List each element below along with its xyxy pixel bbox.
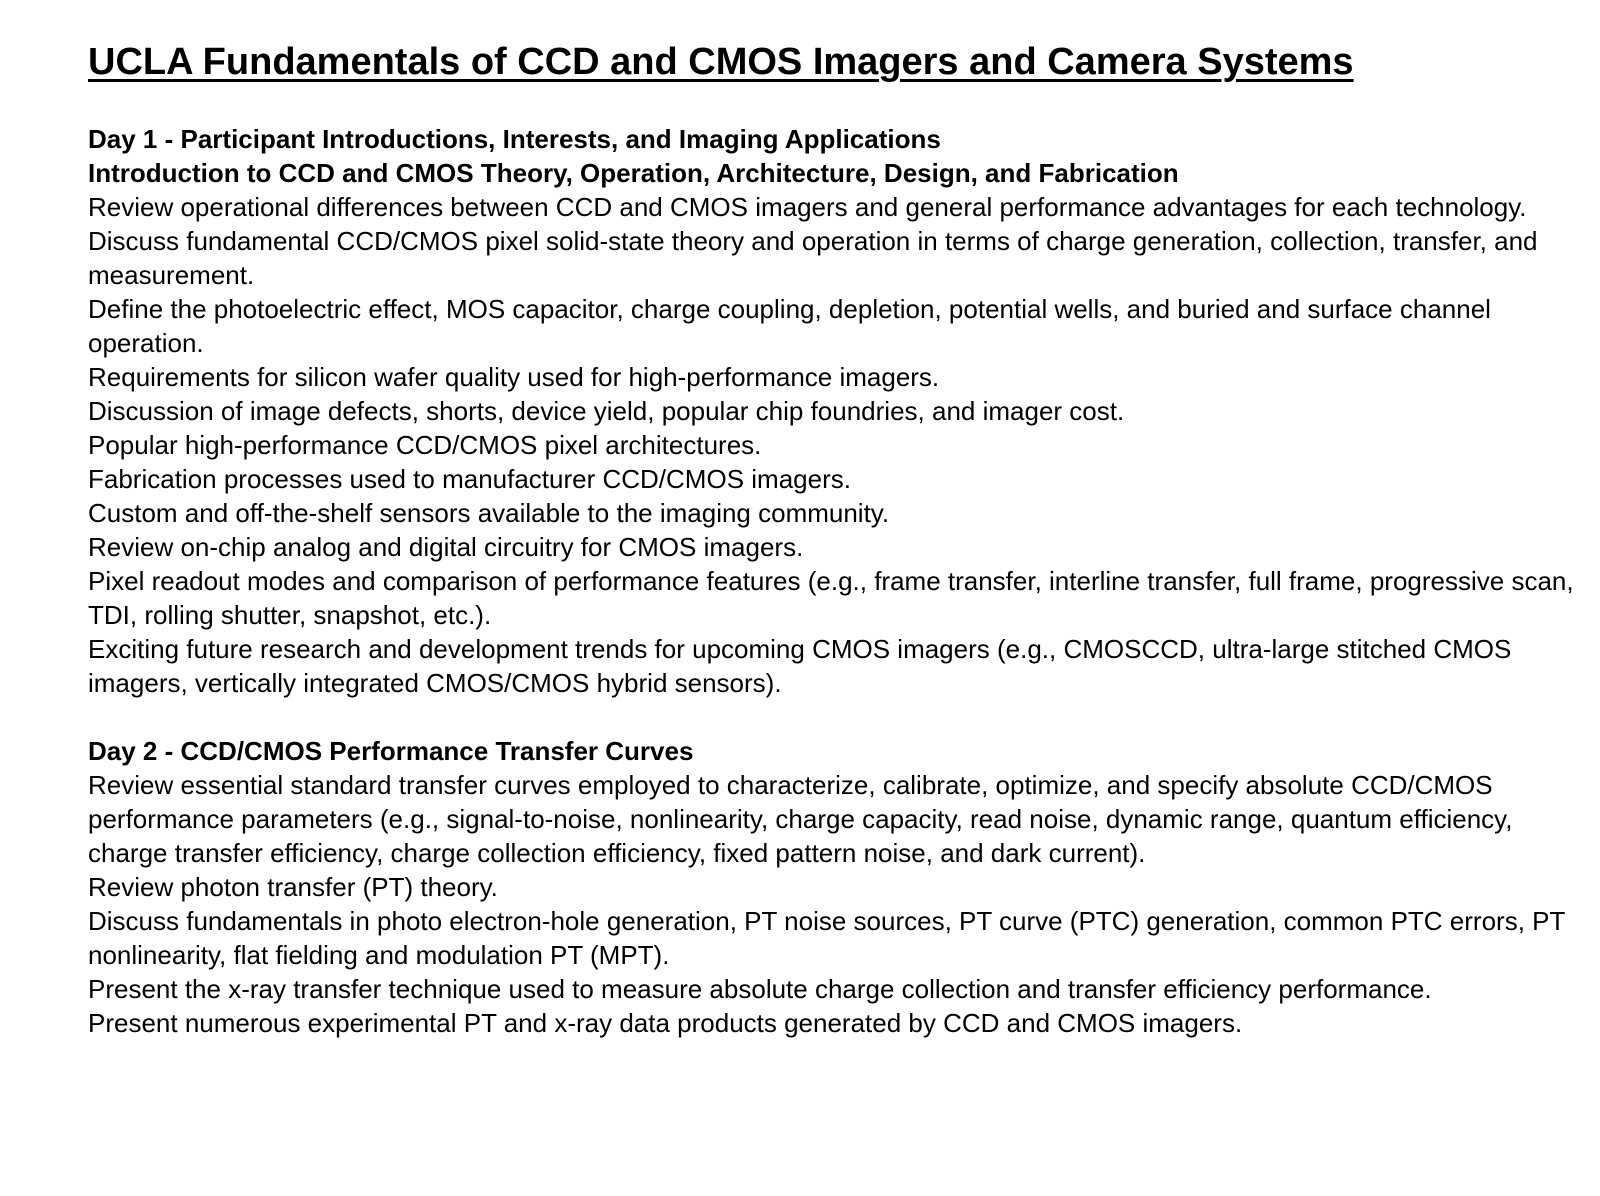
document-page: [88, 38, 1588, 1040]
list-item: Review photon transfer (PT) theory.: [88, 872, 498, 902]
section-heading: Day 2 - CCD/CMOS Performance Transfer Curves: [88, 736, 694, 766]
list-item: Discuss fundamental CCD/CMOS pixel solid-state theory and operation in terms of charge generation, collection, transfer, and measurement.: [88, 226, 1538, 290]
list-item: Present the x-ray transfer technique used to measure absolute charge collection and transfer efficiency performance.: [88, 974, 1432, 1004]
section-day-2: [88, 734, 1588, 1040]
list-item: Present numerous experimental PT and x-ray data products generated by CCD and CMOS imagers.: [88, 1008, 1243, 1038]
list-item: Custom and off-the-shelf sensors available to the imaging community.: [88, 498, 890, 528]
list-item: Fabrication processes used to manufacturer CCD/CMOS imagers.: [88, 464, 851, 494]
list-item: Review on-chip analog and digital circuitry for CMOS imagers.: [88, 532, 804, 562]
document-title: UCLA Fundamentals of CCD and CMOS Imagers and Camera Systems: [88, 41, 1354, 83]
list-item: Define the photoelectric effect, MOS capacitor, charge coupling, depletion, potential wells, and buried and surface channel operation.: [88, 294, 1491, 358]
section-day-1: [88, 122, 1588, 700]
section-subheading: Introduction to CCD and CMOS Theory, Operation, Architecture, Design, and Fabrication: [88, 158, 1179, 188]
list-item: Exciting future research and development trends for upcoming CMOS imagers (e.g., CMOSCCD, ultra-large stitched CMOS imagers, vertically integrated CMOS/CMOS hybrid sensors).: [88, 634, 1512, 698]
list-item: Discussion of image defects, shorts, device yield, popular chip foundries, and imager cost.: [88, 396, 1125, 426]
list-item: Review operational differences between CCD and CMOS imagers and general performance advantages for each technology.: [88, 192, 1527, 222]
list-item: Pixel readout modes and comparison of performance features (e.g., frame transfer, interline transfer, full frame, progressive scan, TDI, rolling shutter, snapshot, etc.).: [88, 566, 1574, 630]
list-item: Review essential standard transfer curves employed to characterize, calibrate, optimize, and specify absolute CCD/CMOS performance parameters (e.g., signal-to-noise, nonlinearity, charge capacity, read noise, dynamic range, quantum efficiency, charge transfer efficiency, charge collection efficiency, fixed pattern noise, and dark current).: [88, 770, 1513, 868]
section-heading: Day 1 - Participant Introductions, Interests, and Imaging Applications: [88, 124, 941, 154]
list-item: Requirements for silicon wafer quality used for high-performance imagers.: [88, 362, 940, 392]
list-item: Popular high-performance CCD/CMOS pixel architectures.: [88, 430, 762, 460]
list-item: Discuss fundamentals in photo electron-hole generation, PT noise sources, PT curve (PTC) generation, common PTC errors, PT nonlinearity, flat fielding and modulation PT (MPT).: [88, 906, 1565, 970]
